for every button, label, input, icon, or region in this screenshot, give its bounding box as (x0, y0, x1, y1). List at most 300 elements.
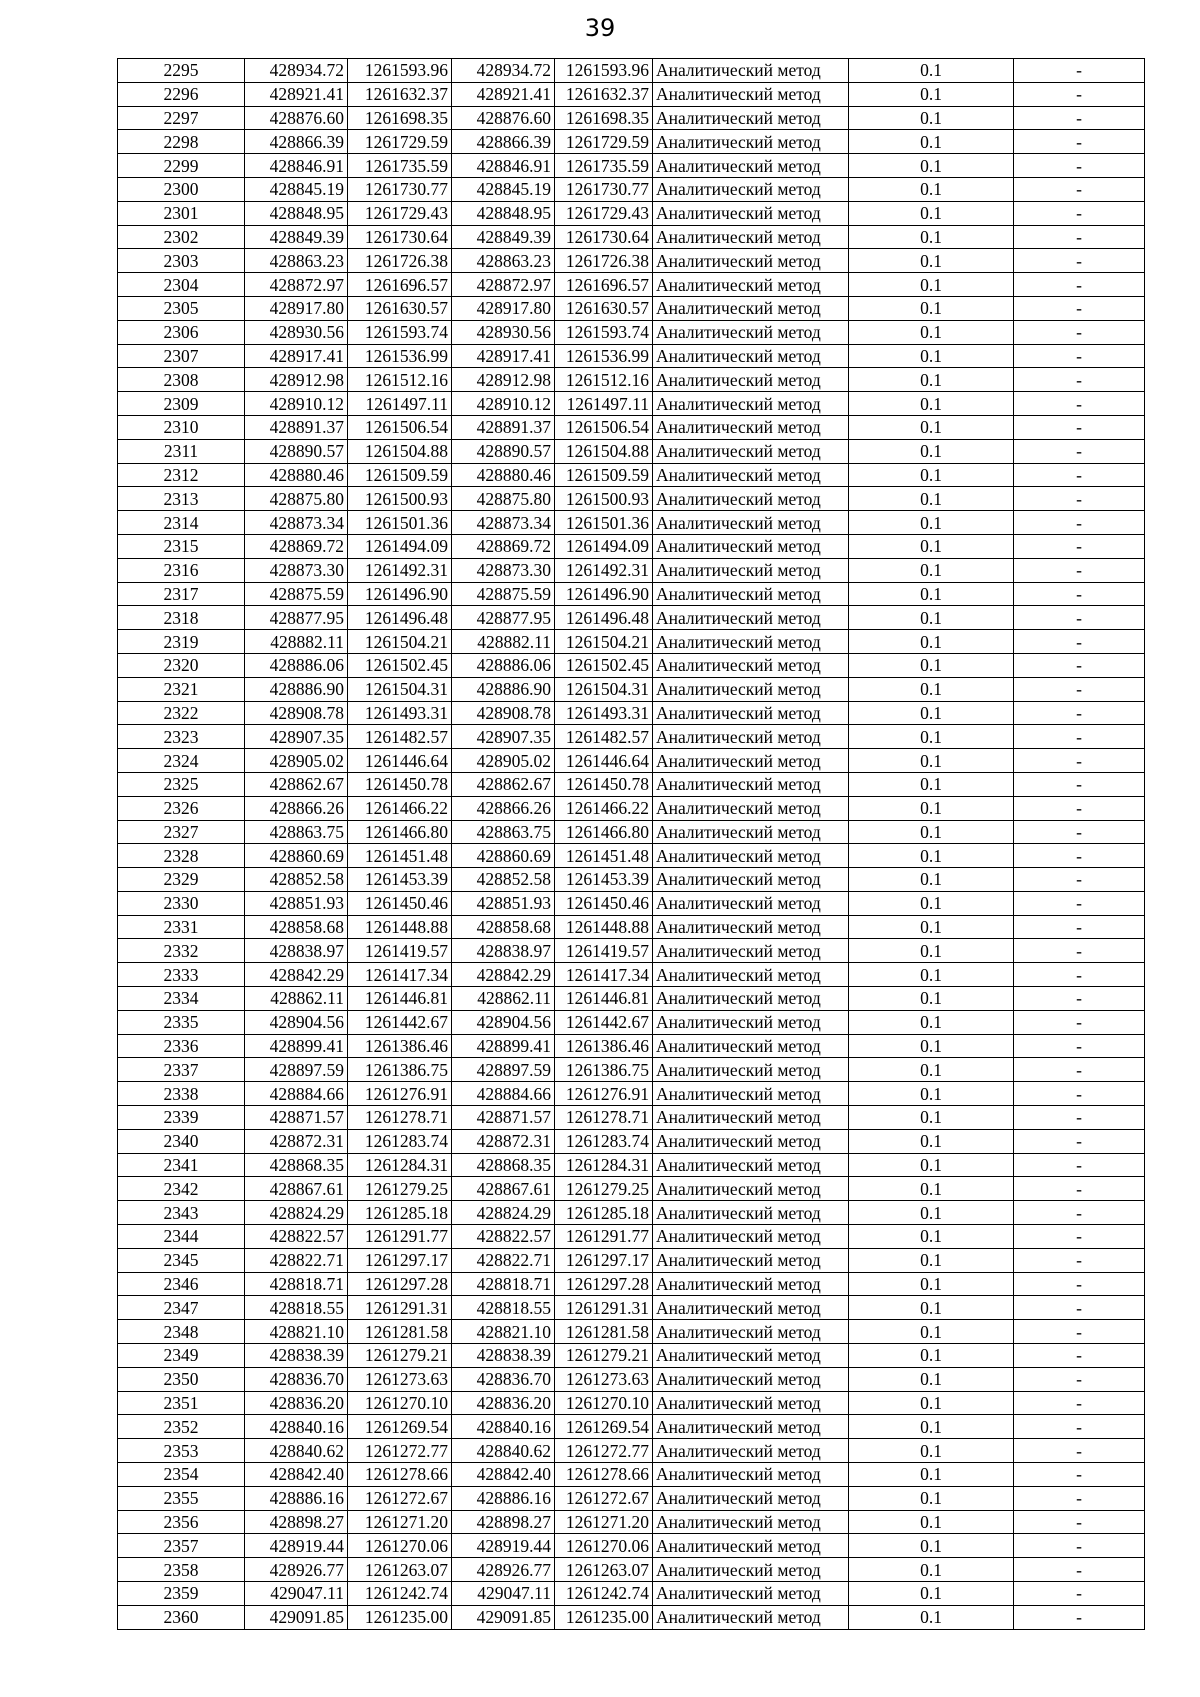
point-number: 2335 (118, 1010, 245, 1034)
table-row (118, 772, 1145, 796)
point-number: 2353 (118, 1439, 245, 1463)
x-coordinate: 428905.02 (245, 749, 348, 773)
y-coordinate-2: 1261297.17 (555, 1248, 653, 1272)
y-coordinate: 1261506.54 (348, 415, 452, 439)
accuracy-cell: 0.1 (849, 1034, 1014, 1058)
point-number: 2356 (118, 1510, 245, 1534)
y-coordinate-2: 1261442.67 (555, 1010, 653, 1034)
y-coordinate: 1261270.10 (348, 1391, 452, 1415)
point-number: 2312 (118, 463, 245, 487)
y-coordinate: 1261291.77 (348, 1225, 452, 1249)
x-coordinate-2: 428842.40 (452, 1463, 555, 1487)
accuracy-cell: 0.1 (849, 59, 1014, 83)
point-number: 2316 (118, 558, 245, 582)
y-coordinate: 1261442.67 (348, 1010, 452, 1034)
y-coordinate: 1261270.06 (348, 1534, 452, 1558)
table-row (118, 1605, 1145, 1629)
dash-cell: - (1014, 344, 1145, 368)
y-coordinate-2: 1261630.57 (555, 296, 653, 320)
y-coordinate-2: 1261279.25 (555, 1177, 653, 1201)
point-number: 2318 (118, 606, 245, 630)
x-coordinate-2: 428891.37 (452, 415, 555, 439)
method-cell: Аналитический метод (653, 796, 849, 820)
y-coordinate: 1261271.20 (348, 1510, 452, 1534)
y-coordinate: 1261446.64 (348, 749, 452, 773)
point-number: 2310 (118, 415, 245, 439)
y-coordinate-2: 1261482.57 (555, 725, 653, 749)
dash-cell: - (1014, 1439, 1145, 1463)
y-coordinate: 1261279.21 (348, 1344, 452, 1368)
x-coordinate-2: 428852.58 (452, 868, 555, 892)
method-cell: Аналитический метод (653, 368, 849, 392)
accuracy-cell: 0.1 (849, 154, 1014, 178)
table-row (118, 368, 1145, 392)
x-coordinate-2: 428863.75 (452, 820, 555, 844)
table-row (118, 392, 1145, 416)
x-coordinate-2: 428863.23 (452, 249, 555, 273)
table-row (118, 963, 1145, 987)
x-coordinate: 428917.41 (245, 344, 348, 368)
dash-cell: - (1014, 939, 1145, 963)
method-cell: Аналитический метод (653, 1296, 849, 1320)
method-cell: Аналитический метод (653, 963, 849, 987)
dash-cell: - (1014, 1272, 1145, 1296)
method-cell: Аналитический метод (653, 677, 849, 701)
y-coordinate-2: 1261278.66 (555, 1463, 653, 1487)
accuracy-cell: 0.1 (849, 1201, 1014, 1225)
y-coordinate: 1261632.37 (348, 82, 452, 106)
method-cell: Аналитический метод (653, 915, 849, 939)
dash-cell: - (1014, 725, 1145, 749)
point-number: 2344 (118, 1225, 245, 1249)
point-number: 2301 (118, 201, 245, 225)
accuracy-cell: 0.1 (849, 415, 1014, 439)
y-coordinate-2: 1261453.39 (555, 868, 653, 892)
dash-cell: - (1014, 273, 1145, 297)
dash-cell: - (1014, 1582, 1145, 1606)
y-coordinate: 1261630.57 (348, 296, 452, 320)
y-coordinate: 1261450.46 (348, 891, 452, 915)
accuracy-cell: 0.1 (849, 201, 1014, 225)
point-number: 2348 (118, 1320, 245, 1344)
dash-cell: - (1014, 1486, 1145, 1510)
y-coordinate: 1261735.59 (348, 154, 452, 178)
method-cell: Аналитический метод (653, 1272, 849, 1296)
y-coordinate: 1261593.96 (348, 59, 452, 83)
y-coordinate: 1261446.81 (348, 987, 452, 1011)
x-coordinate-2: 428871.57 (452, 1106, 555, 1130)
accuracy-cell: 0.1 (849, 963, 1014, 987)
y-coordinate: 1261448.88 (348, 915, 452, 939)
x-coordinate-2: 428872.97 (452, 273, 555, 297)
method-cell: Аналитический метод (653, 320, 849, 344)
table-row (118, 1344, 1145, 1368)
dash-cell: - (1014, 915, 1145, 939)
x-coordinate: 428872.97 (245, 273, 348, 297)
x-coordinate-2: 428821.10 (452, 1320, 555, 1344)
point-number: 2303 (118, 249, 245, 273)
table-row (118, 1439, 1145, 1463)
x-coordinate: 428884.66 (245, 1082, 348, 1106)
table-row (118, 511, 1145, 535)
y-coordinate: 1261512.16 (348, 368, 452, 392)
point-number: 2325 (118, 772, 245, 796)
x-coordinate: 428886.16 (245, 1486, 348, 1510)
method-cell: Аналитический метод (653, 154, 849, 178)
table-row (118, 987, 1145, 1011)
table-row (118, 1534, 1145, 1558)
accuracy-cell: 0.1 (849, 82, 1014, 106)
table-row (118, 59, 1145, 83)
x-coordinate-2: 428919.44 (452, 1534, 555, 1558)
x-coordinate: 428818.55 (245, 1296, 348, 1320)
dash-cell: - (1014, 59, 1145, 83)
method-cell: Аналитический метод (653, 939, 849, 963)
dash-cell: - (1014, 511, 1145, 535)
dash-cell: - (1014, 463, 1145, 487)
table-row (118, 463, 1145, 487)
y-coordinate: 1261496.90 (348, 582, 452, 606)
x-coordinate-2: 428866.26 (452, 796, 555, 820)
method-cell: Аналитический метод (653, 439, 849, 463)
x-coordinate-2: 428873.34 (452, 511, 555, 535)
y-coordinate: 1261726.38 (348, 249, 452, 273)
accuracy-cell: 0.1 (849, 392, 1014, 416)
dash-cell: - (1014, 1605, 1145, 1629)
x-coordinate: 428822.71 (245, 1248, 348, 1272)
point-number: 2331 (118, 915, 245, 939)
accuracy-cell: 0.1 (849, 653, 1014, 677)
table-row (118, 1582, 1145, 1606)
y-coordinate: 1261235.00 (348, 1605, 452, 1629)
accuracy-cell: 0.1 (849, 296, 1014, 320)
x-coordinate-2: 428886.90 (452, 677, 555, 701)
point-number: 2346 (118, 1272, 245, 1296)
dash-cell: - (1014, 1082, 1145, 1106)
x-coordinate-2: 428824.29 (452, 1201, 555, 1225)
accuracy-cell: 0.1 (849, 1391, 1014, 1415)
y-coordinate: 1261297.28 (348, 1272, 452, 1296)
dash-cell: - (1014, 820, 1145, 844)
accuracy-cell: 0.1 (849, 796, 1014, 820)
dash-cell: - (1014, 630, 1145, 654)
table-row (118, 606, 1145, 630)
y-coordinate: 1261466.80 (348, 820, 452, 844)
y-coordinate-2: 1261496.90 (555, 582, 653, 606)
point-number: 2349 (118, 1344, 245, 1368)
point-number: 2320 (118, 653, 245, 677)
y-coordinate-2: 1261696.57 (555, 273, 653, 297)
x-coordinate-2: 428822.71 (452, 1248, 555, 1272)
accuracy-cell: 0.1 (849, 701, 1014, 725)
dash-cell: - (1014, 249, 1145, 273)
method-cell: Аналитический метод (653, 1153, 849, 1177)
x-coordinate: 428838.39 (245, 1344, 348, 1368)
method-cell: Аналитический метод (653, 606, 849, 630)
accuracy-cell: 0.1 (849, 749, 1014, 773)
y-coordinate-2: 1261235.00 (555, 1605, 653, 1629)
x-coordinate-2: 428818.55 (452, 1296, 555, 1320)
point-number: 2321 (118, 677, 245, 701)
accuracy-cell: 0.1 (849, 1320, 1014, 1344)
point-number: 2308 (118, 368, 245, 392)
y-coordinate: 1261278.71 (348, 1106, 452, 1130)
point-number: 2311 (118, 439, 245, 463)
table-row (118, 130, 1145, 154)
y-coordinate-2: 1261242.74 (555, 1582, 653, 1606)
x-coordinate: 428836.70 (245, 1367, 348, 1391)
method-cell: Аналитический метод (653, 1129, 849, 1153)
x-coordinate-2: 428886.06 (452, 653, 555, 677)
table-row (118, 820, 1145, 844)
method-cell: Аналитический метод (653, 1225, 849, 1249)
accuracy-cell: 0.1 (849, 177, 1014, 201)
y-coordinate-2: 1261496.48 (555, 606, 653, 630)
accuracy-cell: 0.1 (849, 1510, 1014, 1534)
y-coordinate: 1261698.35 (348, 106, 452, 130)
method-cell: Аналитический метод (653, 1248, 849, 1272)
y-coordinate-2: 1261506.54 (555, 415, 653, 439)
x-coordinate: 428876.60 (245, 106, 348, 130)
x-coordinate: 428871.57 (245, 1106, 348, 1130)
table-row (118, 1320, 1145, 1344)
table-row (118, 1153, 1145, 1177)
table-row (118, 1010, 1145, 1034)
x-coordinate-2: 428846.91 (452, 154, 555, 178)
x-coordinate-2: 428934.72 (452, 59, 555, 83)
x-coordinate: 428840.16 (245, 1415, 348, 1439)
point-number: 2306 (118, 320, 245, 344)
method-cell: Аналитический метод (653, 1034, 849, 1058)
table-row (118, 1296, 1145, 1320)
y-coordinate: 1261273.63 (348, 1367, 452, 1391)
method-cell: Аналитический метод (653, 725, 849, 749)
dash-cell: - (1014, 606, 1145, 630)
table-row (118, 939, 1145, 963)
x-coordinate: 428849.39 (245, 225, 348, 249)
dash-cell: - (1014, 1415, 1145, 1439)
y-coordinate: 1261263.07 (348, 1558, 452, 1582)
y-coordinate: 1261730.64 (348, 225, 452, 249)
y-coordinate-2: 1261283.74 (555, 1129, 653, 1153)
y-coordinate-2: 1261448.88 (555, 915, 653, 939)
y-coordinate: 1261242.74 (348, 1582, 452, 1606)
dash-cell: - (1014, 1248, 1145, 1272)
method-cell: Аналитический метод (653, 1010, 849, 1034)
x-coordinate: 428907.35 (245, 725, 348, 749)
method-cell: Аналитический метод (653, 1463, 849, 1487)
y-coordinate: 1261729.43 (348, 201, 452, 225)
x-coordinate: 428868.35 (245, 1153, 348, 1177)
x-coordinate: 428846.91 (245, 154, 348, 178)
accuracy-cell: 0.1 (849, 891, 1014, 915)
x-coordinate: 428863.23 (245, 249, 348, 273)
x-coordinate-2: 429091.85 (452, 1605, 555, 1629)
x-coordinate: 428912.98 (245, 368, 348, 392)
x-coordinate-2: 428890.57 (452, 439, 555, 463)
table-row (118, 225, 1145, 249)
accuracy-cell: 0.1 (849, 1582, 1014, 1606)
method-cell: Аналитический метод (653, 1605, 849, 1629)
table-row (118, 154, 1145, 178)
point-number: 2337 (118, 1058, 245, 1082)
method-cell: Аналитический метод (653, 1082, 849, 1106)
table-row (118, 320, 1145, 344)
table-row (118, 273, 1145, 297)
x-coordinate: 428897.59 (245, 1058, 348, 1082)
y-coordinate-2: 1261276.91 (555, 1082, 653, 1106)
y-coordinate-2: 1261297.28 (555, 1272, 653, 1296)
method-cell: Аналитический метод (653, 273, 849, 297)
accuracy-cell: 0.1 (849, 582, 1014, 606)
y-coordinate-2: 1261593.74 (555, 320, 653, 344)
accuracy-cell: 0.1 (849, 1486, 1014, 1510)
method-cell: Аналитический метод (653, 534, 849, 558)
accuracy-cell: 0.1 (849, 249, 1014, 273)
x-coordinate-2: 428877.95 (452, 606, 555, 630)
dash-cell: - (1014, 487, 1145, 511)
point-number: 2334 (118, 987, 245, 1011)
accuracy-cell: 0.1 (849, 368, 1014, 392)
y-coordinate-2: 1261729.43 (555, 201, 653, 225)
y-coordinate: 1261450.78 (348, 772, 452, 796)
table-row (118, 534, 1145, 558)
table-row (118, 1058, 1145, 1082)
point-number: 2314 (118, 511, 245, 535)
x-coordinate-2: 428884.66 (452, 1082, 555, 1106)
y-coordinate: 1261504.31 (348, 677, 452, 701)
x-coordinate: 428908.78 (245, 701, 348, 725)
x-coordinate: 428873.34 (245, 511, 348, 535)
dash-cell: - (1014, 177, 1145, 201)
y-coordinate: 1261696.57 (348, 273, 452, 297)
dash-cell: - (1014, 1010, 1145, 1034)
x-coordinate: 429047.11 (245, 1582, 348, 1606)
point-number: 2357 (118, 1534, 245, 1558)
point-number: 2359 (118, 1582, 245, 1606)
dash-cell: - (1014, 1106, 1145, 1130)
x-coordinate: 428862.67 (245, 772, 348, 796)
y-coordinate-2: 1261450.46 (555, 891, 653, 915)
dash-cell: - (1014, 225, 1145, 249)
accuracy-cell: 0.1 (849, 320, 1014, 344)
point-number: 2336 (118, 1034, 245, 1058)
y-coordinate: 1261386.75 (348, 1058, 452, 1082)
accuracy-cell: 0.1 (849, 1272, 1014, 1296)
x-coordinate: 428860.69 (245, 844, 348, 868)
table-row (118, 1367, 1145, 1391)
x-coordinate-2: 428926.77 (452, 1558, 555, 1582)
dash-cell: - (1014, 558, 1145, 582)
point-number: 2342 (118, 1177, 245, 1201)
dash-cell: - (1014, 749, 1145, 773)
table-row (118, 1106, 1145, 1130)
dash-cell: - (1014, 296, 1145, 320)
dash-cell: - (1014, 368, 1145, 392)
dash-cell: - (1014, 1558, 1145, 1582)
x-coordinate: 428848.95 (245, 201, 348, 225)
y-coordinate-2: 1261284.31 (555, 1153, 653, 1177)
point-number: 2307 (118, 344, 245, 368)
y-coordinate-2: 1261272.67 (555, 1486, 653, 1510)
accuracy-cell: 0.1 (849, 1344, 1014, 1368)
dash-cell: - (1014, 201, 1145, 225)
y-coordinate-2: 1261450.78 (555, 772, 653, 796)
x-coordinate-2: 428917.80 (452, 296, 555, 320)
point-number: 2327 (118, 820, 245, 844)
x-coordinate-2: 428818.71 (452, 1272, 555, 1296)
method-cell: Аналитический метод (653, 511, 849, 535)
x-coordinate: 428886.06 (245, 653, 348, 677)
accuracy-cell: 0.1 (849, 915, 1014, 939)
method-cell: Аналитический метод (653, 296, 849, 320)
y-coordinate-2: 1261501.36 (555, 511, 653, 535)
dash-cell: - (1014, 1463, 1145, 1487)
dash-cell: - (1014, 987, 1145, 1011)
table-row (118, 1510, 1145, 1534)
x-coordinate-2: 428907.35 (452, 725, 555, 749)
accuracy-cell: 0.1 (849, 725, 1014, 749)
y-coordinate-2: 1261272.77 (555, 1439, 653, 1463)
y-coordinate: 1261291.31 (348, 1296, 452, 1320)
y-coordinate: 1261494.09 (348, 534, 452, 558)
accuracy-cell: 0.1 (849, 273, 1014, 297)
point-number: 2322 (118, 701, 245, 725)
point-number: 2343 (118, 1201, 245, 1225)
x-coordinate-2: 428930.56 (452, 320, 555, 344)
y-coordinate-2: 1261730.64 (555, 225, 653, 249)
table-row (118, 582, 1145, 606)
y-coordinate-2: 1261446.64 (555, 749, 653, 773)
y-coordinate: 1261269.54 (348, 1415, 452, 1439)
x-coordinate: 428818.71 (245, 1272, 348, 1296)
accuracy-cell: 0.1 (849, 868, 1014, 892)
y-coordinate-2: 1261504.31 (555, 677, 653, 701)
y-coordinate-2: 1261270.10 (555, 1391, 653, 1415)
x-coordinate-2: 428912.98 (452, 368, 555, 392)
accuracy-cell: 0.1 (849, 1367, 1014, 1391)
table-row (118, 439, 1145, 463)
x-coordinate-2: 428904.56 (452, 1010, 555, 1034)
y-coordinate-2: 1261698.35 (555, 106, 653, 130)
y-coordinate: 1261500.93 (348, 487, 452, 511)
x-coordinate: 428891.37 (245, 415, 348, 439)
dash-cell: - (1014, 701, 1145, 725)
accuracy-cell: 0.1 (849, 1177, 1014, 1201)
point-number: 2354 (118, 1463, 245, 1487)
table-row (118, 1225, 1145, 1249)
point-number: 2299 (118, 154, 245, 178)
y-coordinate-2: 1261632.37 (555, 82, 653, 106)
dash-cell: - (1014, 1391, 1145, 1415)
x-coordinate-2: 428838.39 (452, 1344, 555, 1368)
y-coordinate-2: 1261279.21 (555, 1344, 653, 1368)
y-coordinate: 1261493.31 (348, 701, 452, 725)
table-row (118, 415, 1145, 439)
table-row (118, 1463, 1145, 1487)
dash-cell: - (1014, 891, 1145, 915)
accuracy-cell: 0.1 (849, 130, 1014, 154)
table-row (118, 701, 1145, 725)
accuracy-cell: 0.1 (849, 820, 1014, 844)
y-coordinate-2: 1261726.38 (555, 249, 653, 273)
point-number: 2319 (118, 630, 245, 654)
dash-cell: - (1014, 677, 1145, 701)
table-row (118, 868, 1145, 892)
y-coordinate: 1261285.18 (348, 1201, 452, 1225)
y-coordinate-2: 1261494.09 (555, 534, 653, 558)
point-number: 2350 (118, 1367, 245, 1391)
